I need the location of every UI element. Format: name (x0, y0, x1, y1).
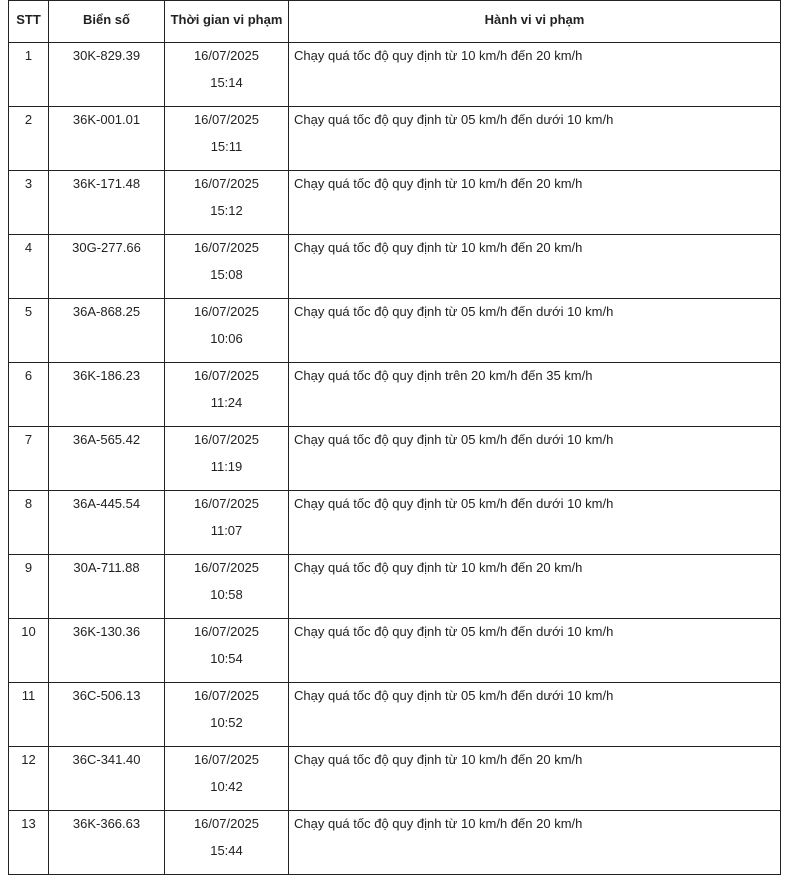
row-date-value: 16/07/2025 (193, 48, 260, 63)
row-plate: 36K-186.23 (49, 363, 165, 427)
row-plate: 36K-001.01 (49, 107, 165, 171)
row-stt: 1 (9, 43, 49, 107)
row-violation: Chạy quá tốc độ quy định từ 10 km/h đến 20 km/h (289, 747, 781, 811)
row-time-value: 11:19 (210, 459, 243, 474)
table-row (9, 235, 781, 299)
row-time-value: 10:52 (210, 715, 243, 730)
row-time-value: 15:12 (210, 203, 243, 218)
row-violation: Chạy quá tốc độ quy định từ 05 km/h đến dưới 10 km/h (289, 683, 781, 747)
row-time (165, 171, 289, 235)
table-row (9, 363, 781, 427)
row-date-value: 16/07/2025 (193, 176, 260, 191)
row-plate: 36K-171.48 (49, 171, 165, 235)
row-date-value: 16/07/2025 (193, 240, 260, 255)
row-violation: Chạy quá tốc độ quy định từ 05 km/h đến dưới 10 km/h (289, 619, 781, 683)
row-violation: Chạy quá tốc độ quy định từ 05 km/h đến dưới 10 km/h (289, 491, 781, 555)
row-time (165, 811, 289, 875)
row-violation: Chạy quá tốc độ quy định trên 20 km/h đến 35 km/h (289, 363, 781, 427)
row-time-value: 10:42 (210, 779, 243, 794)
row-time (165, 299, 289, 363)
table-row (9, 747, 781, 811)
row-stt: 4 (9, 235, 49, 299)
row-stt: 2 (9, 107, 49, 171)
row-time-value: 10:54 (210, 651, 243, 666)
row-date-value: 16/07/2025 (193, 112, 260, 127)
row-stt: 5 (9, 299, 49, 363)
header-violation: Hành vi vi phạm (289, 1, 781, 43)
row-plate: 30K-829.39 (49, 43, 165, 107)
row-date-value: 16/07/2025 (193, 752, 260, 767)
row-time (165, 619, 289, 683)
table-row (9, 619, 781, 683)
table-row (9, 491, 781, 555)
row-time-value: 11:07 (210, 523, 243, 538)
row-date-value: 16/07/2025 (193, 368, 260, 383)
row-date-value: 16/07/2025 (193, 688, 260, 703)
row-plate: 36A-445.54 (49, 491, 165, 555)
header-plate: Biển số (49, 1, 165, 43)
row-stt: 12 (9, 747, 49, 811)
row-stt: 11 (9, 683, 49, 747)
row-time (165, 683, 289, 747)
row-date-value: 16/07/2025 (193, 432, 260, 447)
table-header (9, 1, 781, 43)
row-plate: 36A-868.25 (49, 299, 165, 363)
row-time-value: 15:08 (210, 267, 243, 282)
row-time (165, 747, 289, 811)
table-row (9, 427, 781, 491)
row-plate: 36A-565.42 (49, 427, 165, 491)
row-plate: 30G-277.66 (49, 235, 165, 299)
row-time-value: 10:58 (210, 587, 243, 602)
table-row (9, 811, 781, 875)
row-date-value: 16/07/2025 (193, 304, 260, 319)
table-row (9, 299, 781, 363)
row-time (165, 43, 289, 107)
row-time (165, 427, 289, 491)
row-time-value: 15:11 (210, 139, 243, 154)
row-violation: Chạy quá tốc độ quy định từ 10 km/h đến 20 km/h (289, 555, 781, 619)
row-stt: 13 (9, 811, 49, 875)
row-time-value: 11:24 (210, 395, 243, 410)
table-row (9, 107, 781, 171)
row-stt: 3 (9, 171, 49, 235)
row-plate: 36K-130.36 (49, 619, 165, 683)
row-stt: 8 (9, 491, 49, 555)
row-plate: 36C-506.13 (49, 683, 165, 747)
row-plate: 30A-711.88 (49, 555, 165, 619)
row-date-value: 16/07/2025 (193, 816, 260, 831)
row-plate: 36C-341.40 (49, 747, 165, 811)
row-violation: Chạy quá tốc độ quy định từ 10 km/h đến 20 km/h (289, 235, 781, 299)
header-time: Thời gian vi phạm (165, 1, 289, 43)
row-time (165, 363, 289, 427)
row-violation: Chạy quá tốc độ quy định từ 05 km/h đến dưới 10 km/h (289, 107, 781, 171)
table-body (9, 43, 781, 875)
row-stt: 7 (9, 427, 49, 491)
row-violation: Chạy quá tốc độ quy định từ 05 km/h đến dưới 10 km/h (289, 299, 781, 363)
row-stt: 6 (9, 363, 49, 427)
row-violation: Chạy quá tốc độ quy định từ 10 km/h đến 20 km/h (289, 43, 781, 107)
table-row (9, 683, 781, 747)
row-violation: Chạy quá tốc độ quy định từ 10 km/h đến 20 km/h (289, 171, 781, 235)
row-time (165, 555, 289, 619)
table-row (9, 555, 781, 619)
violations-table (8, 0, 781, 875)
table-row (9, 171, 781, 235)
row-time (165, 491, 289, 555)
header-stt: STT (9, 1, 49, 43)
header-row (9, 1, 781, 43)
row-date-value: 16/07/2025 (193, 496, 260, 511)
table-row (9, 43, 781, 107)
row-time-value: 10:06 (210, 331, 243, 346)
row-time (165, 235, 289, 299)
row-plate: 36K-366.63 (49, 811, 165, 875)
row-time (165, 107, 289, 171)
row-time-value: 15:14 (210, 75, 243, 90)
row-stt: 9 (9, 555, 49, 619)
row-violation: Chạy quá tốc độ quy định từ 05 km/h đến dưới 10 km/h (289, 427, 781, 491)
row-violation: Chạy quá tốc độ quy định từ 10 km/h đến 20 km/h (289, 811, 781, 875)
row-stt: 10 (9, 619, 49, 683)
row-date-value: 16/07/2025 (193, 560, 260, 575)
row-time-value: 15:44 (210, 843, 243, 858)
row-date-value: 16/07/2025 (193, 624, 260, 639)
